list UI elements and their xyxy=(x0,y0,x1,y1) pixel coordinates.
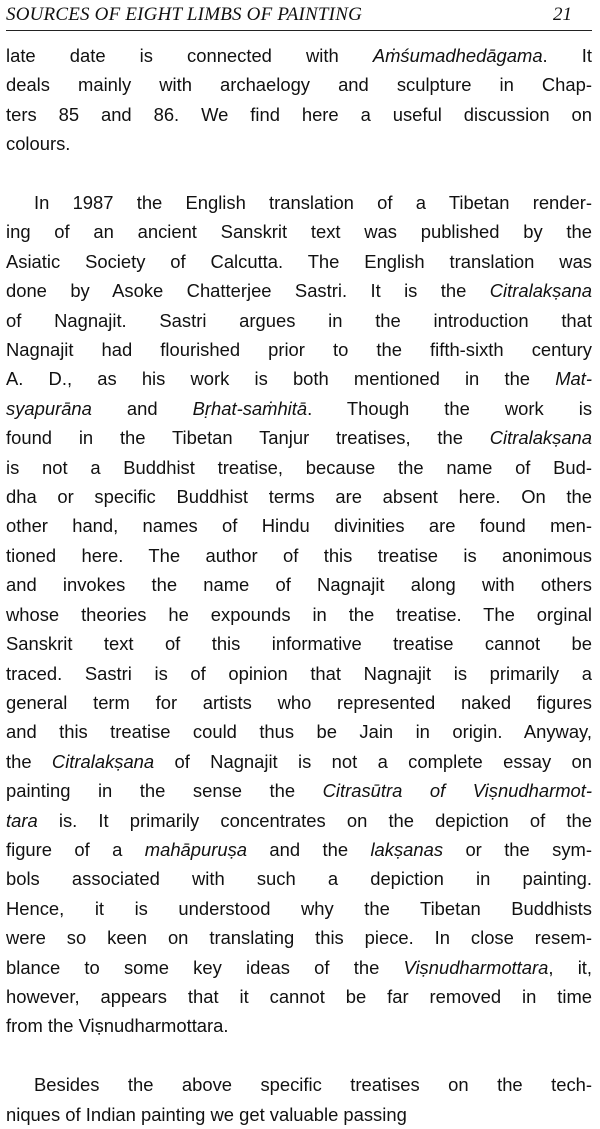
text-line xyxy=(6,41,592,70)
body-text xyxy=(6,41,592,1129)
text-line xyxy=(6,1100,592,1129)
text-run: colours. xyxy=(6,133,71,155)
text-line xyxy=(6,688,592,717)
text-line xyxy=(6,482,592,511)
text-run: . It xyxy=(542,45,592,66)
text-run: bols associated with such a depiction in painting. xyxy=(6,868,592,890)
text-line xyxy=(6,306,592,335)
text-line xyxy=(6,570,592,599)
text-run: tioned here. The author of this treatise is anonimous xyxy=(6,544,592,566)
text-line xyxy=(6,600,592,629)
text-line xyxy=(6,364,592,393)
text-line xyxy=(6,1011,592,1040)
text-line xyxy=(6,70,592,99)
text-run: general term for artists who represented naked figures xyxy=(6,691,592,713)
text-line xyxy=(6,541,592,570)
text-run: niques of Indian painting we get valuable passing xyxy=(6,1103,407,1125)
text-line xyxy=(6,806,592,835)
text-run: figure of a xyxy=(6,838,145,860)
italic-term: Mat- xyxy=(555,368,592,390)
italic-term: mahāpuruṣa xyxy=(144,838,248,860)
text-run: . Though the work is xyxy=(307,397,592,419)
paragraph-gap xyxy=(6,1041,592,1070)
text-line xyxy=(6,453,592,482)
text-line xyxy=(6,776,592,805)
italic-term: Bṛhat-saṁhitā xyxy=(192,397,308,419)
text-run: is not a Buddhist treatise, because the name of Bud- xyxy=(6,456,592,478)
italic-term: tara xyxy=(6,809,38,831)
italic-term: lakṣanas xyxy=(370,838,444,860)
text-run: Sanskrit text of this informative treatise cannot be xyxy=(6,633,592,655)
text-run: and the xyxy=(247,838,371,860)
text-run: and this treatise could thus be Jain in origin. Anyway, xyxy=(6,721,592,743)
text-run: or the sym- xyxy=(443,838,592,860)
italic-term: Citralakṣana xyxy=(51,750,155,772)
text-run: from the Viṣnudharmottara. xyxy=(6,1015,229,1037)
text-line xyxy=(6,394,592,423)
text-line xyxy=(6,129,592,158)
text-run: In 1987 the English translation of a Tibetan render- xyxy=(34,192,592,214)
italic-term: Citralakṣana xyxy=(489,280,592,302)
text-run: Besides the above specific treatises on the tech- xyxy=(34,1074,592,1096)
text-line xyxy=(6,923,592,952)
text-line xyxy=(6,894,592,923)
running-title: SOURCES OF EIGHT LIMBS OF PAINTING xyxy=(6,4,363,25)
text-run: of Nagnajit. Sastri argues in the introduction that xyxy=(6,309,592,331)
text-line xyxy=(6,247,592,276)
text-run: the xyxy=(6,750,52,772)
text-line xyxy=(6,217,592,246)
text-line xyxy=(6,188,592,217)
running-header xyxy=(6,0,592,31)
text-run: traced. Sastri is of opinion that Nagnajit is primarily a xyxy=(6,662,592,684)
text-run: ters 85 and 86. We find here a useful discussion on xyxy=(6,103,592,125)
text-run: Hence, it is understood why the Tibetan Buddhists xyxy=(6,897,592,919)
text-line xyxy=(6,629,592,658)
text-line xyxy=(6,717,592,746)
text-run: found in the Tibetan Tanjur treatises, the xyxy=(6,427,490,449)
text-line xyxy=(6,835,592,864)
text-run: and xyxy=(91,397,193,419)
text-run: Nagnajit had flourished prior to the fifth-sixth century xyxy=(6,339,592,361)
paragraph xyxy=(6,188,592,1041)
italic-term: Aṁśumadhedāgama xyxy=(372,45,543,66)
page-number: 21 xyxy=(553,4,572,25)
italic-term: Citrasūtra of Viṣnudharmot- xyxy=(322,780,592,802)
text-run: , it, xyxy=(548,956,592,978)
text-line xyxy=(6,953,592,982)
text-run: other hand, names of Hindu divinities are found men- xyxy=(6,515,592,537)
text-run: deals mainly with archaelogy and sculpture in Chap- xyxy=(6,74,592,96)
text-line xyxy=(6,511,592,540)
text-run: were so keen on translating this piece. In close resem- xyxy=(6,927,592,949)
text-line xyxy=(6,335,592,364)
text-line xyxy=(6,982,592,1011)
italic-term: Viṣnudharmottara xyxy=(403,956,549,978)
italic-term: Citralakṣana xyxy=(489,427,592,449)
italic-term: syapurāna xyxy=(6,397,92,419)
text-line xyxy=(6,864,592,893)
text-run: A. D., as his work is both mentioned in the xyxy=(6,368,556,390)
text-run: dha or specific Buddhist terms are absent here. On the xyxy=(6,486,592,508)
text-run: blance to some key ideas of the xyxy=(6,956,404,978)
text-run: whose theories he expounds in the treatise. The orginal xyxy=(6,603,592,625)
text-run: painting in the sense the xyxy=(6,780,323,802)
paragraph xyxy=(6,1070,592,1129)
text-line xyxy=(6,423,592,452)
text-run: Asiatic Society of Calcutta. The English translation was xyxy=(6,250,592,272)
text-line xyxy=(6,276,592,305)
text-run: late date is connected with xyxy=(6,45,373,66)
text-run: is. It primarily concentrates on the depiction of the xyxy=(37,809,592,831)
paragraph-gap xyxy=(6,159,592,188)
paragraph xyxy=(6,41,592,159)
text-line xyxy=(6,100,592,129)
text-line xyxy=(6,747,592,776)
text-run: of Nagnajit is not a complete essay on xyxy=(154,750,592,772)
text-line xyxy=(6,659,592,688)
text-line xyxy=(6,1070,592,1099)
text-run: and invokes the name of Nagnajit along with others xyxy=(6,574,592,596)
text-run: done by Asoke Chatterjee Sastri. It is the xyxy=(6,280,490,302)
text-run: however, appears that it cannot be far removed in time xyxy=(6,985,592,1007)
text-run: ing of an ancient Sanskrit text was published by the xyxy=(6,221,592,243)
